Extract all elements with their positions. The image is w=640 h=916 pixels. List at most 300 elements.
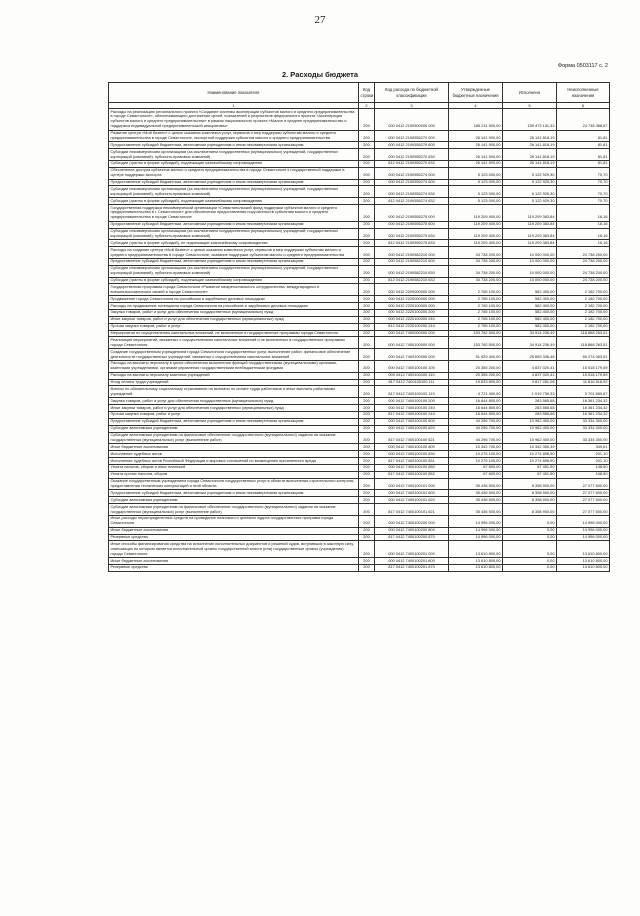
row-approved-cell: 5 123 000,00 [449,198,503,205]
table-row [109,425,610,432]
row-budget-code-cell: 000 0412 2190555275 630 [375,228,449,240]
table-body [109,109,610,572]
row-line-code-cell: 200 [359,303,375,310]
row-executed-cell: 34 914 236,49 [503,337,557,349]
row-approved-cell: 34 738 200,00 [449,265,503,277]
row-name-cell: Исполнение судебных актов Российской Федерации и мировых соглашений по возмещению причиненного вреда [109,458,359,465]
table-row [109,337,610,349]
row-remaining-cell: 15 518 179,59 [557,372,610,379]
row-line-code-cell: 200 [359,221,375,228]
row-remaining-cell: 15 518 179,59 [557,360,610,372]
row-remaining-cell: 2 182 700,00 [557,309,610,316]
row-remaining-cell: 24 738 200,00 [557,277,610,284]
row-line-code-cell: 200 [359,379,375,386]
row-remaining-cell: 148,50 [557,471,610,478]
row-line-code-cell: 200 [359,316,375,323]
row-remaining-cell: 11 816 518,92 [557,379,610,386]
row-name-cell: Субсидии некоммерческим организациям (за исключением государственных (муниципальных) учреждений, государственных корпораций (компаний), публично-правовых компаний) [109,228,359,240]
form-code: Форма 0503117 с. 2 [557,63,608,69]
row-approved-cell: 91 929 400,00 [449,349,503,361]
row-executed-cell: 5 122 929,30 [503,186,557,198]
row-executed-cell: 10 342 350,39 [503,444,557,451]
row-name-cell: Иные бюджетные ассигнования [109,444,359,451]
row-executed-cell: 26 141 818,19 [503,142,557,149]
row-executed-cell: 67 451,50 [503,471,557,478]
row-line-code-cell: 200 [359,240,375,247]
row-name-cell: Обеспечение доступа субъектов малого и среднего предпринимательства в городе Севастополе к государственной поддержке в Центре поддержки экспорта [109,167,359,179]
row-line-code-cell: 200 [359,398,375,405]
row-line-code-cell: 200 [359,228,375,240]
row-remaining-cell: 81,81 [557,130,610,142]
row-executed-cell: 0,00 [503,534,557,541]
row-name-cell: Расходы на создание центра «Мой бизнес» с целью оказания комплекса услуг, сервисов и мер поддержки субъектам малого и среднего предпринимательства в городе Севастополе, оказание поддержки субъектам малого и среднего предпринимательства [109,247,359,259]
row-line-code-cell: 200 [359,386,375,398]
row-remaining-cell: 13 610 800,00 [557,558,610,565]
row-remaining-cell: 27 077 600,00 [557,490,610,497]
row-budget-code-cell: 812 0412 2190582210 632 [375,277,449,284]
expenses-table-container [108,82,609,892]
row-line-code-cell: 200 [359,349,375,361]
row-line-code-cell: 200 [359,564,375,571]
table-row [109,316,610,323]
table-row [109,296,610,303]
row-executed-cell: 119 209 383,84 [503,205,557,222]
row-line-code-cell: 200 [359,198,375,205]
row-executed-cell: 26 141 818,19 [503,160,557,167]
row-budget-code-cell: 000 0412 2190555275 000 [375,205,449,222]
row-executed-cell: 26 141 818,19 [503,149,557,161]
row-remaining-cell: 70,70 [557,167,610,179]
row-approved-cell: 2 765 100,00 [449,284,503,296]
row-name-cell: Субсидии автономным учреждениям [109,497,359,504]
row-executed-cell: 3 817 281,08 [503,379,557,386]
row-line-code-cell: 200 [359,277,375,284]
table-row [109,149,610,161]
page-number: 27 [314,14,326,26]
row-remaining-cell: 70,70 [557,179,610,186]
row-budget-code-cell: 817 0412 7400100100 244 [375,411,449,418]
row-name-cell: Предоставление субсидий бюджетным, автономным учреждениям и иным некоммерческим организациям [109,142,359,149]
row-line-code-cell: 200 [359,515,375,527]
row-budget-code-cell: 000 0412 2190582210 630 [375,265,449,277]
row-remaining-cell: 2 182 700,00 [557,296,610,303]
row-name-cell: Развитие центра «Мой бизнес» с целью оказания комплекса услуг, сервисов и мер поддержки субъектам малого и среднего предпринимательства в городе Севастополе, экспортной поддержки субъектов малого и среднего предпринимательства [109,130,359,142]
row-line-code-cell: 200 [359,478,375,490]
row-budget-code-cell: 817 0412 7400100100 111 [375,379,449,386]
row-executed-cell: 283 565,68 [503,411,557,418]
row-line-code-cell: 200 [359,534,375,541]
expenses-table [108,82,610,572]
column-number: 5 [503,103,557,109]
row-approved-cell: 16 644 800,00 [449,411,503,418]
table-row [109,405,610,412]
row-approved-cell: 34 738 200,00 [449,277,503,284]
row-approved-cell: 20 355 200,00 [449,372,503,379]
row-remaining-cell: 70,70 [557,198,610,205]
row-remaining-cell: 65 274 063,51 [557,349,610,361]
row-name-cell: Прочая закупка товаров, работ и услуг [109,323,359,330]
row-approved-cell: 16 644 800,00 [449,405,503,412]
row-line-code-cell: 200 [359,284,375,296]
row-executed-cell: 0,00 [503,541,557,558]
row-budget-code-cell: 000 0412 7400100200 000 [375,515,449,527]
row-approved-cell: 2 765 100,00 [449,309,503,316]
row-executed-cell: 582 400,00 [503,284,557,296]
table-row [109,130,610,142]
header-code: Код расхода по бюджетной классификации [375,83,449,103]
table-row [109,186,610,198]
row-remaining-cell: 14 996 000,00 [557,527,610,534]
table-row [109,564,610,571]
row-name-cell: Субсидии автономным учреждениям на финансовое обеспечение государственного (муниципального) задания на оказание государственных (муниципальных) услуг (выполнение работ) [109,432,359,444]
row-name-cell: Расходы на выплаты персоналу в целях обеспечения выполнения функций государственными (муниципальными) органами, казенными учреждениями, органами управления государственными внебюджетными фондами [109,360,359,372]
table-row [109,451,610,458]
row-approved-cell: 35 436 500,00 [449,497,503,504]
row-approved-cell: 44 296 700,00 [449,418,503,425]
row-budget-code-cell: 000 0412 7400100100 110 [375,372,449,379]
row-budget-code-cell: 000 0412 7400100101 000 [375,478,449,490]
row-approved-cell: 15 633 800,00 [449,379,503,386]
table-row [109,258,610,265]
row-name-cell: Предоставление субсидий бюджетным, автономным учреждениям и иным некоммерческим организациям [109,258,359,265]
row-line-code-cell: 200 [359,444,375,451]
row-budget-code-cell: 000 0412 7400100100 100 [375,360,449,372]
row-approved-cell: 34 738 200,00 [449,247,503,259]
row-name-cell: Предоставление субсидий бюджетным, автономным учреждениям и иным некоммерческим организациям [109,179,359,186]
row-approved-cell: 26 141 900,00 [449,160,503,167]
row-name-cell: Взносы по обязательному социальному страхованию на выплаты по оплате труда работников и иные выплаты работникам учреждений [109,386,359,398]
row-executed-cell: 10 000 000,00 [503,247,557,259]
row-line-code-cell: 200 [359,167,375,179]
row-approved-cell: 119 209 400,00 [449,205,503,222]
row-line-code-cell: 200 [359,142,375,149]
row-executed-cell: 582 400,00 [503,309,557,316]
row-name-cell: Иные закупки товаров, работ и услуг для обеспечения государственных (муниципальных) нужд [109,316,359,323]
row-remaining-cell: 201,10 [557,451,610,458]
row-executed-cell: 0,00 [503,558,557,565]
column-number: 3 [375,103,449,109]
table-row [109,490,610,497]
row-remaining-cell: 201,10 [557,458,610,465]
row-budget-code-cell: 000 0412 2220100200 240 [375,316,449,323]
row-line-code-cell: 200 [359,451,375,458]
table-row [109,309,610,316]
row-executed-cell: 10 000 000,00 [503,277,557,284]
row-executed-cell: 0,00 [503,564,557,571]
table-row [109,240,610,247]
row-name-cell: Уплата налогов, сборов и иных платежей [109,464,359,471]
row-name-cell: Предоставление субсидий бюджетным, автономным учреждениям и иным некоммерческим организациям [109,221,359,228]
row-budget-code-cell: 000 0412 7400100100 200 [375,398,449,405]
row-remaining-cell: 16,16 [557,221,610,228]
table-row [109,167,610,179]
row-budget-code-cell: 817 0412 7400100100 119 [375,386,449,398]
row-remaining-cell: 2 182 700,00 [557,323,610,330]
table-row [109,444,610,451]
row-remaining-cell: 13 610 800,00 [557,541,610,558]
row-approved-cell: 35 436 500,00 [449,490,503,497]
row-executed-cell: 119 209 383,84 [503,228,557,240]
row-name-cell: Субсидии (гранты в форме субсидий), подлежащие казначейскому сопровождению [109,160,359,167]
table-row [109,109,610,131]
row-remaining-cell: 33 334 300,00 [557,418,610,425]
row-budget-code-cell: 000 0412 7400100100 800 [375,444,449,451]
row-remaining-cell: 24 738 200,00 [557,258,610,265]
row-executed-cell: 5 122 929,30 [503,179,557,186]
row-budget-code-cell: 817 0412 7400100100 852 [375,471,449,478]
row-approved-cell: 10 275 100,00 [449,458,503,465]
row-name-cell: Закупка товаров, работ и услуг для обеспечения государственных (муниципальных) нужд [109,309,359,316]
row-remaining-cell: 16,16 [557,240,610,247]
row-line-code-cell: 200 [359,130,375,142]
row-name-cell: Субсидии (гранты в форме субсидий), подлежащие казначейскому сопровождению [109,277,359,284]
row-remaining-cell: 118 868 263,51 [557,330,610,337]
row-approved-cell: 119 209 400,00 [449,240,503,247]
row-budget-code-cell: 812 0412 2220100200 244 [375,323,449,330]
table-row [109,398,610,405]
row-line-code-cell: 200 [359,411,375,418]
row-executed-cell: 5 122 929,30 [503,167,557,179]
row-line-code-cell: 200 [359,490,375,497]
row-name-cell: Иные закупки товаров, работ и услуг для обеспечения государственных (муниципальных) нужд [109,405,359,412]
table-row [109,541,610,558]
row-remaining-cell: 81,81 [557,160,610,167]
row-approved-cell: 13 610 800,00 [449,541,503,558]
table-row [109,330,610,337]
table-header-row [109,83,610,103]
table-row [109,160,610,167]
row-remaining-cell: 16 361 234,32 [557,405,610,412]
row-executed-cell: 119 209 383,84 [503,240,557,247]
table-row [109,515,610,527]
table-row [109,349,610,361]
table-row [109,534,610,541]
row-name-cell: Создание государственным учреждением города Севастополя государственных услуг, выполнение работ, финансовое обеспечение деятельности государственных учреждений, связанных с осуществлением капитальных вложений [109,349,359,361]
row-remaining-cell: 33 334 300,00 [557,432,610,444]
row-approved-cell: 14 996 000,00 [449,527,503,534]
row-approved-cell: 44 296 700,00 [449,425,503,432]
table-row [109,527,610,534]
row-line-code-cell: 200 [359,432,375,444]
row-budget-code-cell: 000 0412 2190500000 000 [375,109,449,131]
row-executed-cell: 10 962 400,00 [503,432,557,444]
table-row [109,372,610,379]
row-remaining-cell: 2 182 700,00 [557,284,610,296]
row-line-code-cell: 200 [359,205,375,222]
table-row [109,471,610,478]
table-row [109,277,610,284]
table-row [109,142,610,149]
column-number: 1 [109,103,359,109]
row-approved-cell: 35 436 500,00 [449,504,503,516]
row-line-code-cell: 200 [359,337,375,349]
column-number: 4 [449,103,503,109]
table-row [109,558,610,565]
row-line-code-cell: 200 [359,471,375,478]
row-approved-cell: 26 141 900,00 [449,142,503,149]
row-executed-cell: 10 274 898,90 [503,458,557,465]
table-row [109,458,610,465]
row-line-code-cell: 200 [359,464,375,471]
row-budget-code-cell: 000 0412 2220100000 000 [375,303,449,310]
row-remaining-cell: 81,81 [557,149,610,161]
row-approved-cell: 16 644 800,00 [449,398,503,405]
row-line-code-cell: 200 [359,405,375,412]
table-row [109,478,610,490]
row-line-code-cell: 200 [359,309,375,316]
table-row [109,323,610,330]
row-executed-cell: 582 400,00 [503,323,557,330]
column-number: 2 [359,103,375,109]
row-remaining-cell: 27 077 600,00 [557,497,610,504]
table-row [109,179,610,186]
row-remaining-cell: 118 868 263,51 [557,337,610,349]
row-budget-code-cell: 000 0412 7400100200 800 [375,527,449,534]
row-budget-code-cell: 812 0412 2190555274 632 [375,198,449,205]
row-remaining-cell: 13 610 800,00 [557,564,610,571]
row-approved-cell: 10 342 700,00 [449,444,503,451]
row-budget-code-cell: 817 0412 7400100100 621 [375,432,449,444]
row-remaining-cell: 81,81 [557,142,610,149]
row-remaining-cell: 3 701 660,67 [557,386,610,398]
table-row [109,303,610,310]
row-executed-cell: 582 400,00 [503,303,557,310]
row-approved-cell: 14 996 000,00 [449,515,503,527]
row-approved-cell: 5 123 000,00 [449,179,503,186]
row-remaining-cell: 14 996 000,00 [557,534,610,541]
row-approved-cell: 185 211 900,00 [449,109,503,131]
row-line-code-cell: 200 [359,541,375,558]
row-name-cell: Субсидии (гранты в форме субсидий), не подлежащие казначейскому сопровождению [109,240,359,247]
row-name-cell: Расходы на реализацию регионального проекта «Создание системы акселерации субъектов малого и среднего предпринимательства в городе Севастополе», обеспечивающего достижение целей, показателей и результатов федерального проекта «Акселерация субъектов малого и среднего предпринимательства» в рамках национального проекта «Малое и среднее предпринимательство и поддержка индивидуальной предпринимательской инициативы» [109,109,359,131]
table-row [109,198,610,205]
row-line-code-cell: 200 [359,160,375,167]
row-line-code-cell: 200 [359,372,375,379]
row-approved-cell: 20 355 200,00 [449,360,503,372]
table-row [109,360,610,372]
row-executed-cell: 10 962 400,00 [503,425,557,432]
row-executed-cell: 119 209 383,84 [503,221,557,228]
row-remaining-cell: 16,16 [557,228,610,240]
row-executed-cell: 8 358 900,00 [503,497,557,504]
row-budget-code-cell: 000 0412 2190555270 000 [375,130,449,142]
row-name-cell: Предоставление субсидий бюджетным, автономным учреждениям и иным некоммерческим организациям [109,490,359,497]
table-row [109,464,610,471]
row-approved-cell: 2 765 100,00 [449,296,503,303]
row-budget-code-cell: 000 0412 7400100100 620 [375,425,449,432]
row-executed-cell: 0,00 [503,515,557,527]
row-line-code-cell: 200 [359,186,375,198]
row-name-cell: Реализация мероприятий, связанных с осуществлением капитальных вложений и не включенных в государственные программы города Севастополя [109,337,359,349]
row-approved-cell: 34 738 200,00 [449,258,503,265]
row-name-cell: Резервные средства [109,534,359,541]
row-remaining-cell: 148,50 [557,464,610,471]
column-number: 6 [557,103,610,109]
row-executed-cell: 159 473 131,33 [503,109,557,131]
row-line-code-cell: 200 [359,360,375,372]
row-name-cell: Резервные средства [109,564,359,571]
row-name-cell: Закупка товаров, работ и услуг для обеспечения государственных (муниципальных) нужд [109,398,359,405]
row-line-code-cell: 200 [359,109,375,131]
row-line-code-cell: 200 [359,504,375,516]
row-executed-cell: 0,00 [503,527,557,534]
row-approved-cell: 67 600,00 [449,471,503,478]
row-approved-cell: 2 765 100,00 [449,303,503,310]
table-row [109,411,610,418]
row-approved-cell: 13 610 800,00 [449,558,503,565]
row-name-cell: Субсидии некоммерческим организациям (за исключением государственных (муниципальных) учреждений, государственных корпораций (компаний), публично-правовых компаний) [109,186,359,198]
row-budget-code-cell: 000 0412 7400100100 600 [375,418,449,425]
row-remaining-cell: 24 738 200,00 [557,247,610,259]
row-line-code-cell: 200 [359,558,375,565]
row-name-cell: Субсидии некоммерческим организациям (за исключением государственных (муниципальных) учреждений, государственных корпораций (компаний), публично-правовых компаний) [109,149,359,161]
row-approved-cell: 26 141 900,00 [449,149,503,161]
table-row [109,432,610,444]
row-approved-cell: 44 296 700,00 [449,432,503,444]
row-remaining-cell: 16,16 [557,205,610,222]
row-name-cell: Субсидии (гранты в форме субсидий), подлежащие казначейскому сопровождению [109,198,359,205]
row-approved-cell: 26 141 900,00 [449,130,503,142]
row-budget-code-cell: 000 0412 2200000000 000 [375,284,449,296]
row-approved-cell: 13 610 800,00 [449,564,503,571]
row-line-code-cell: 200 [359,425,375,432]
row-line-code-cell: 200 [359,527,375,534]
row-line-code-cell: 200 [359,330,375,337]
row-name-cell: Государственная программа города Севастополя «Развитие межрегионального сотрудничества, международных и внешнеэкономических связей в городе Севастополе» [109,284,359,296]
row-executed-cell: 34 914 236,49 [503,330,557,337]
header-approved: Утвержденные бюджетные назначения [449,83,503,103]
row-approved-cell: 119 209 400,00 [449,228,503,240]
row-budget-code-cell: 817 0412 7400100201 870 [375,564,449,571]
row-remaining-cell: 27 077 600,00 [557,504,610,516]
row-budget-code-cell: 000 0412 7400100101 620 [375,497,449,504]
table-row [109,418,610,425]
row-executed-cell: 4 837 020,41 [503,360,557,372]
row-remaining-cell: 2 182 700,00 [557,316,610,323]
row-budget-code-cell: 000 0412 2190582210 600 [375,258,449,265]
row-line-code-cell: 200 [359,497,375,504]
row-line-code-cell: 200 [359,265,375,277]
row-name-cell: Иные способы финансирования средства на исполнение исполнительных документов и решений судов, вступивших в законную силу, отвечающих по которым является исполнительный органы государственной власти (или) государственные органы (учреждения) города Севастополя [109,541,359,558]
row-executed-cell: 67 451,50 [503,464,557,471]
row-line-code-cell: 200 [359,458,375,465]
row-name-cell: Фонд оплаты труда учреждений [109,379,359,386]
table-row [109,497,610,504]
row-name-cell: Субсидии автономным учреждениям [109,425,359,432]
row-executed-cell: 582 400,00 [503,296,557,303]
row-name-cell: Оказание государственным учреждением города Севастополя государственных услуг в области выполнения строительного контроля, предоставления технических консультаций и этой области [109,478,359,490]
row-remaining-cell: 24 738 368,67 [557,109,610,131]
row-remaining-cell: 16 361 234,32 [557,398,610,405]
row-budget-code-cell: 000 0412 7400100000 000 [375,349,449,361]
row-remaining-cell: 33 334 300,00 [557,425,610,432]
row-remaining-cell: 70,70 [557,186,610,198]
row-approved-cell: 153 782 500,00 [449,330,503,337]
row-line-code-cell: 200 [359,296,375,303]
row-line-code-cell: 200 [359,418,375,425]
row-budget-code-cell: 000 0412 2220100200 200 [375,309,449,316]
row-approved-cell: 2 765 100,00 [449,323,503,330]
row-budget-code-cell: 000 0412 2190582210 000 [375,247,449,259]
row-line-code-cell: 200 [359,179,375,186]
row-budget-code-cell: 000 0412 2190555274 600 [375,179,449,186]
row-executed-cell: 4 837 020,41 [503,372,557,379]
row-remaining-cell: 16 361 234,32 [557,411,610,418]
row-budget-code-cell: 000 0412 2190555270 630 [375,149,449,161]
row-executed-cell: 8 358 900,00 [503,490,557,497]
row-executed-cell: 10 000 000,00 [503,258,557,265]
table-row [109,379,610,386]
